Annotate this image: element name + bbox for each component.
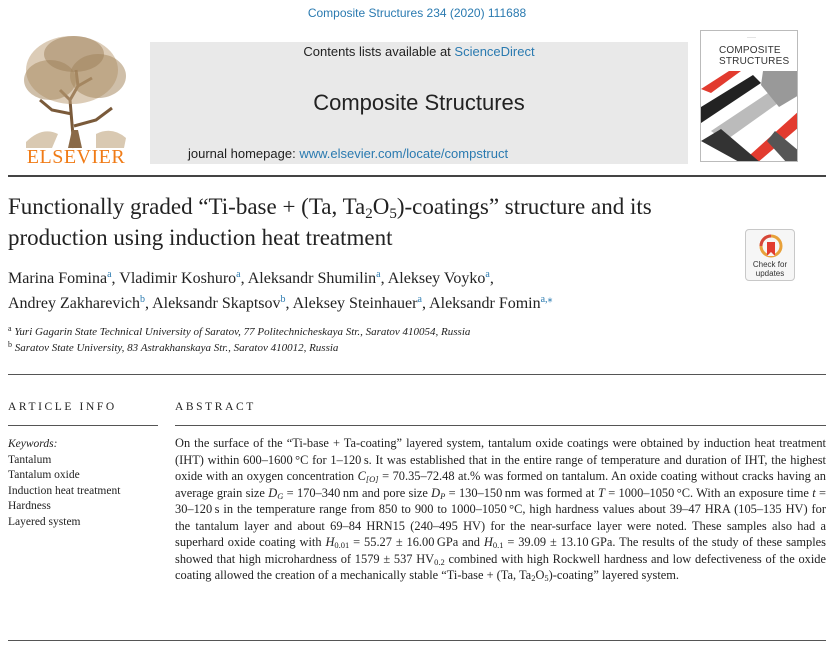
article-title[interactable] <box>8 191 738 253</box>
title-line-2: production using induction heat treatment <box>8 225 393 250</box>
title-part-3: )-coatings” structure and its <box>396 194 652 219</box>
author-separator: , <box>240 270 248 287</box>
author-affiliation-mark[interactable]: b <box>139 294 145 305</box>
author-affiliation-mark[interactable]: a <box>376 269 381 280</box>
sciencedirect-link[interactable]: ScienceDirect <box>454 44 535 59</box>
author-affiliation-mark[interactable]: a <box>485 269 490 280</box>
cover-title-line2: STRUCTURES <box>719 56 790 67</box>
title-subscript-2: 5 <box>389 206 397 222</box>
journal-reference[interactable]: Composite Structures 234 (2020) 111688 <box>307 6 527 20</box>
author-affiliation-mark[interactable]: a <box>417 294 422 305</box>
affiliations <box>8 324 470 356</box>
article-info-rule <box>8 425 158 426</box>
title-part-1: Functionally graded “Ti-base + (Ta, Ta <box>8 194 366 219</box>
header-rule <box>8 175 826 177</box>
keyword-item: Tantalum oxide <box>8 469 80 481</box>
corresponding-author-name[interactable]: Aleksandr Fomin <box>429 295 541 312</box>
homepage-line <box>188 146 508 161</box>
elsevier-tree-logo[interactable] <box>12 30 140 166</box>
affiliation-text: Yuri Gagarin State Technical University of Saratov, 77 Politechnicheskaya Str., Saratov 410054, Russia <box>14 326 471 338</box>
author-affiliation-mark[interactable]: a <box>107 269 112 280</box>
journal-name: Composite Structures <box>313 90 525 115</box>
cover-graphic <box>701 71 798 162</box>
author-list <box>8 266 768 316</box>
affiliation-text: Saratov State University, 83 Astrakhanskaya Str., Saratov 410012, Russia <box>14 342 339 354</box>
author-separator: , <box>111 270 120 287</box>
journal-masthead <box>12 30 822 168</box>
author-name[interactable]: Aleksey Voyko <box>387 270 486 287</box>
journal-banner <box>150 42 688 164</box>
author-separator: , <box>144 295 153 312</box>
keyword-item: Hardness <box>8 500 51 512</box>
affiliation-item <box>8 340 470 356</box>
section-rule <box>8 374 826 375</box>
affiliation-mark: a <box>8 324 12 333</box>
publisher-wordmark: ELSEVIER <box>26 146 126 166</box>
author-separator: , <box>421 295 430 312</box>
keywords-label: Keywords: <box>8 438 58 450</box>
author-name[interactable]: Aleksandr Shumilin <box>247 270 377 287</box>
keyword-item: Tantalum <box>8 453 52 466</box>
author-separator: , <box>380 270 388 287</box>
cover-title-line1: COMPOSITE <box>719 45 781 56</box>
author-name[interactable]: Marina Fomina <box>8 270 108 287</box>
affiliation-mark: b <box>8 340 12 349</box>
title-part-2: O <box>372 194 390 219</box>
author-name[interactable]: Andrey Zakharevich <box>8 295 140 312</box>
author-affiliation-mark[interactable]: a <box>236 269 241 280</box>
author-separator: , <box>489 270 494 287</box>
article-info-heading: ARTICLE INFO <box>8 401 117 413</box>
check-label-line2: updates <box>755 269 785 278</box>
affiliation-item <box>8 324 470 340</box>
author-name[interactable]: Aleksandr Skaptsov <box>152 295 281 312</box>
contents-line <box>150 44 688 59</box>
tree-illustration <box>24 36 126 148</box>
journal-homepage-link[interactable]: www.elsevier.com/locate/compstruct <box>299 146 509 161</box>
footer-rule <box>8 640 826 641</box>
keyword-item: Induction heat treatment <box>8 484 121 497</box>
author-affiliation-mark[interactable]: b <box>280 294 286 305</box>
author-separator: , <box>285 295 293 312</box>
contents-prefix: Contents lists available at <box>303 44 455 59</box>
author-name[interactable]: Aleksey Steinhauer <box>292 295 418 312</box>
homepage-prefix: journal homepage: <box>188 146 300 161</box>
abstract-heading: ABSTRACT <box>175 401 256 413</box>
cover-issn-text: ——— <box>747 35 756 39</box>
abstract-rule <box>175 425 826 426</box>
check-label-line1: Check for <box>752 260 788 269</box>
author-name[interactable]: Vladimir Koshuro <box>119 270 237 287</box>
keywords-list <box>8 437 120 530</box>
check-updates-icon <box>759 234 783 260</box>
author-affiliation-mark[interactable]: a,⁎ <box>540 294 553 305</box>
journal-cover-thumbnail[interactable] <box>700 30 798 162</box>
abstract-text: On the surface of the “Ti-base + Ta-coating” layered system, tantalum oxide coatings were obtained by induction heat treatment (IHT) within 600–1600 °C for 1–120 s. It was established that in the entire range of temperature and duration of IHT, the highest oxide with an oxygen concentration $C_{[O]} = 70.35-72.48$ at.% was formed on tantalum. An oxide coating without cracks having an average grain size $D_G = 170-340$ nm and pore size $D_P = 130-150$ nm was formed at T = 1000–1050 °C. With an exposure time t = 30–120 s in the temperature range from 850 to 900 to 1000–1050 °C, high hardness values about 39–47 HRA (105–135 HV) for the tantalum layer and about 69–84 HRN15 (240–495 HV) for the near-surface layer were noted. These samples also had a superhard oxide coating with $H_{0.01} = 55.27 \pm 16.00$ GPa and $H_{0.1} = 39.09 \pm 13.10$ GPa. The results of the study of these samples showed that high microhardness of 1579 ± 537 $HV_{0.2}$ combined with high Rockwell hardness and low defectiveness of the oxide coating allowed the creation of a mechanically stable “Ti-base + (Ta, $Ta_2O_5$)-coating” layered system. <box>175 436 827 583</box>
title-subscript-1: 2 <box>365 206 373 222</box>
cover-title <box>719 45 789 67</box>
keyword-item: Layered system <box>8 515 81 528</box>
